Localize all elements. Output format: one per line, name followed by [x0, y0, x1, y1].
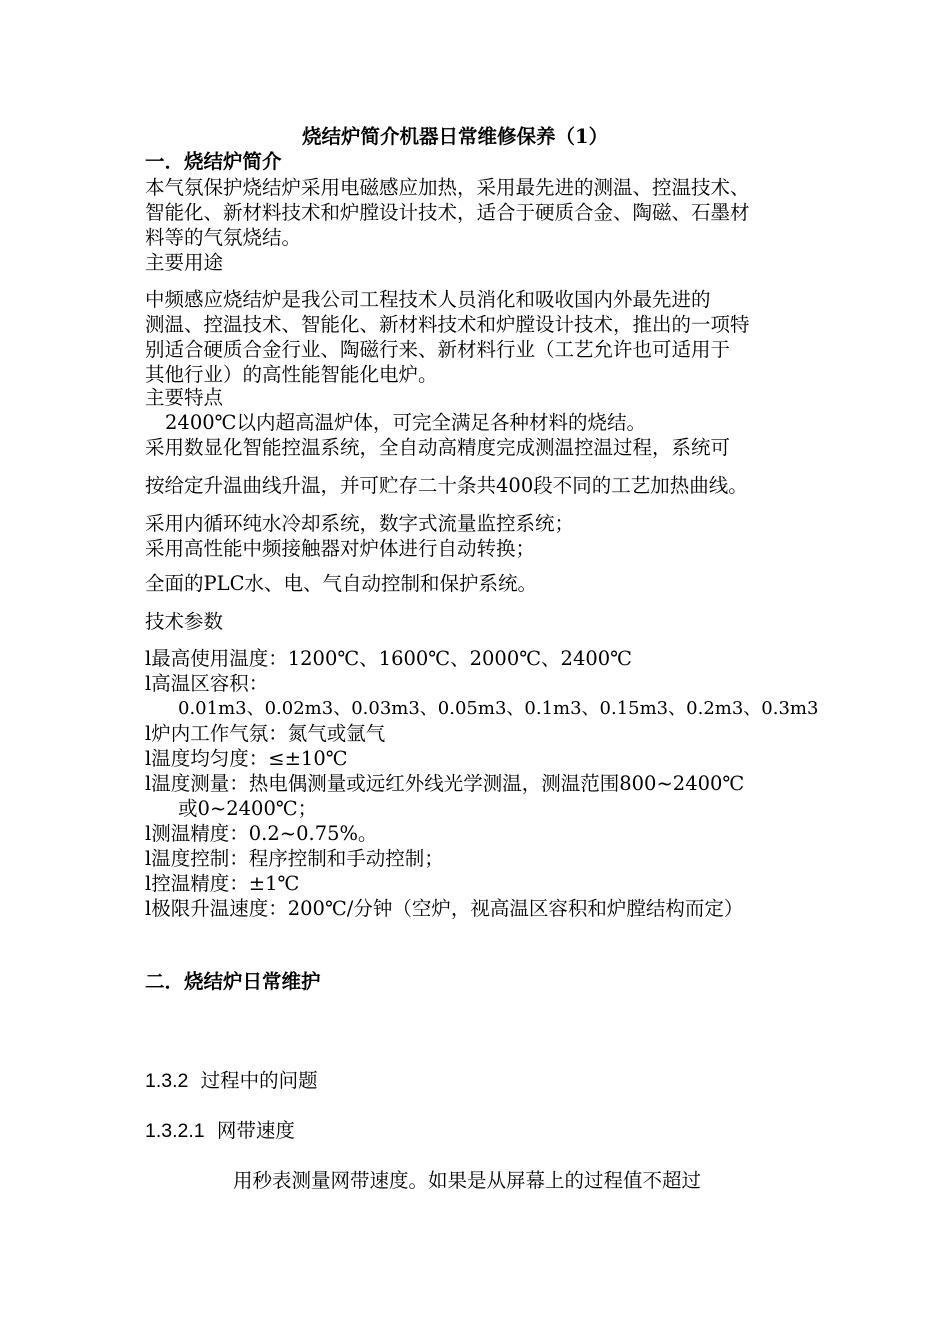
features-heading: 主要特点	[145, 386, 224, 409]
feature-line: 2400℃以内超高温炉体，可完全满足各种材料的烧结。	[165, 411, 646, 434]
body-paragraph: 用秒表测量网带速度。如果是从屏幕上的过程值不超过	[233, 1169, 702, 1192]
usage-line: 其他行业）的高性能智能化电炉。	[145, 363, 438, 386]
param-line: l温度均匀度：≤±10℃	[145, 747, 348, 770]
subsection-title: 过程中的问题	[200, 1069, 318, 1092]
subsection-number: 1.3.2	[145, 1070, 189, 1092]
subsection-heading	[145, 1069, 318, 1093]
feature-line: 按给定升温曲线升温，并可贮存二十条共400段不同的工艺加热曲线。	[145, 474, 748, 497]
param-line: l测温精度：0.2~0.75%。	[145, 822, 378, 845]
param-line: l炉内工作气氛：氮气或氩气	[145, 722, 386, 745]
param-line: l控温精度：±1℃	[145, 872, 300, 895]
param-line: l温度测量：热电偶测量或远红外线光学测温，测温范围800~2400℃	[145, 772, 745, 795]
param-line: 或0~2400℃；	[178, 797, 318, 820]
feature-line: 采用内循环纯水冷却系统，数字式流量监控系统；	[145, 512, 575, 535]
intro-line: 料等的气氛烧结。	[145, 226, 302, 249]
section-heading-maintenance: 二．烧结炉日常维护	[145, 970, 321, 993]
page-title: 烧结炉简介机器日常维修保养（1）	[302, 125, 609, 148]
feature-line: 全面的PLC水、电、气自动控制和保护系统。	[145, 572, 537, 595]
param-line: 0.01m3、0.02m3、0.03m3、0.05m3、0.1m3、0.15m3、0.2m3、0.3m3	[178, 698, 819, 719]
param-line: l温度控制：程序控制和手动控制；	[145, 847, 444, 870]
intro-line: 本气氛保护烧结炉采用电磁感应加热，采用最先进的测温、控温技术、	[145, 176, 750, 199]
usage-line: 测温、控温技术、智能化、新材料技术和炉膛设计技术，推出的一项特	[145, 313, 750, 336]
section-heading-intro: 一．烧结炉简介	[145, 150, 282, 173]
param-line: l高温区容积：	[145, 672, 269, 695]
params-heading: 技术参数	[145, 610, 224, 633]
param-line: l极限升温速度：200℃/分钟（空炉，视高温区容积和炉膛结构而定）	[145, 897, 744, 920]
param-line: l最高使用温度：1200℃、1600℃、2000℃、2400℃	[145, 647, 632, 670]
subsection-title: 网带速度	[216, 1119, 295, 1142]
subsection-heading	[145, 1119, 295, 1143]
intro-line: 智能化、新材料技术和炉膛设计技术，适合于硬质合金、陶磁、石墨材	[145, 201, 750, 224]
usage-line: 别适合硬质合金行业、陶磁行来、新材料行业（工艺允许也可适用于	[145, 338, 731, 361]
usage-heading: 主要用途	[145, 251, 224, 274]
subsection-number: 1.3.2.1	[145, 1120, 205, 1142]
feature-line: 采用高性能中频接触器对炉体进行自动转换；	[145, 537, 536, 560]
usage-line: 中频感应烧结炉是我公司工程技术人员消化和吸收国内外最先进的	[145, 288, 711, 311]
feature-line: 采用数显化智能控温系统，全自动高精度完成测温控温过程，系统可	[145, 436, 731, 459]
